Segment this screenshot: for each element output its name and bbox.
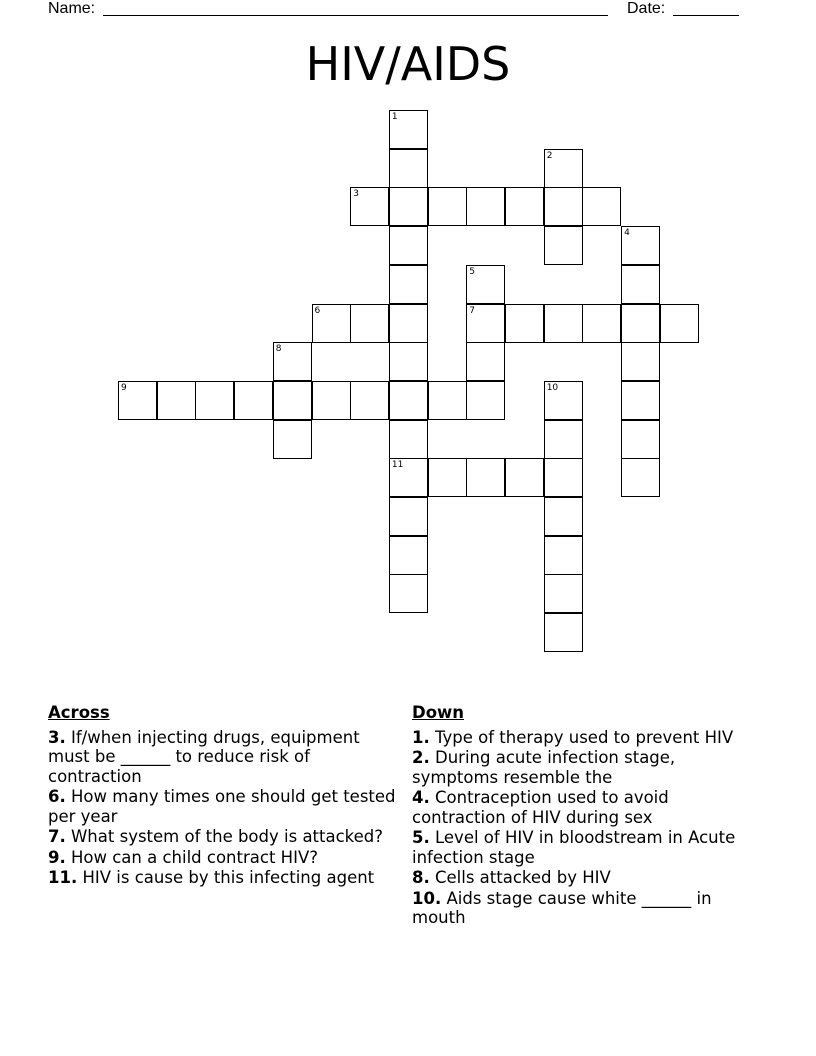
grid-cell[interactable] <box>195 381 234 420</box>
grid-cell[interactable] <box>621 226 660 265</box>
clue-text: How many times one should get tested per year <box>48 787 396 826</box>
grid-cell[interactable] <box>582 304 621 343</box>
clue-across <box>48 728 403 787</box>
clue-down <box>412 728 752 748</box>
clue-across <box>48 787 403 826</box>
grid-cell[interactable] <box>389 381 428 420</box>
grid-cell[interactable] <box>621 342 660 381</box>
clue-down <box>412 788 752 827</box>
grid-cell[interactable] <box>350 304 389 343</box>
clue-number: 5. <box>412 828 430 847</box>
clue-text: Type of therapy used to prevent HIV <box>429 727 734 747</box>
clue-text: Level of HIV in bloodstream in Acute infection stage <box>412 828 736 867</box>
grid-cell[interactable] <box>273 342 312 381</box>
grid-cell[interactable] <box>428 187 467 226</box>
date-line[interactable] <box>673 15 739 16</box>
grid-cell[interactable] <box>466 458 505 497</box>
grid-cell[interactable] <box>582 187 621 226</box>
grid-cell[interactable] <box>389 304 428 343</box>
grid-cell[interactable] <box>312 304 351 343</box>
grid-cell[interactable] <box>544 381 583 420</box>
grid-cell[interactable] <box>544 458 583 497</box>
grid-cell[interactable] <box>118 381 157 420</box>
grid-cell[interactable] <box>544 613 583 652</box>
cell-number: 11 <box>391 460 404 471</box>
cell-number: 4 <box>624 228 630 239</box>
grid-cell[interactable] <box>428 381 467 420</box>
clue-number: 8. <box>412 868 430 887</box>
across-heading: Across <box>48 703 110 722</box>
down-heading: Down <box>412 703 465 722</box>
clue-number: 10. <box>412 888 442 908</box>
cell-number: 8 <box>275 344 282 355</box>
grid-cell[interactable] <box>544 149 583 188</box>
clue-text: Aids stage cause white ______ in mouth <box>412 888 712 927</box>
grid-cell[interactable] <box>466 265 505 304</box>
grid-cell[interactable] <box>389 458 428 497</box>
cell-number: 3 <box>353 189 359 200</box>
grid-cell[interactable] <box>621 265 660 304</box>
grid-cell[interactable] <box>544 536 583 575</box>
grid-cell[interactable] <box>389 187 428 226</box>
page-title: HIV/AIDS <box>305 37 511 91</box>
grid-cell[interactable] <box>544 497 583 536</box>
grid-cell[interactable] <box>466 342 505 381</box>
clue-down <box>412 868 752 888</box>
clue-number: 2. <box>412 748 430 767</box>
name-line[interactable] <box>103 15 608 16</box>
cell-number: 6 <box>314 305 321 316</box>
grid-cell[interactable] <box>273 420 312 459</box>
grid-cell[interactable] <box>389 149 428 188</box>
grid-cell[interactable] <box>389 574 428 613</box>
grid-cell[interactable] <box>350 187 389 226</box>
grid-cell[interactable] <box>544 420 583 459</box>
cell-number: 9 <box>121 382 127 393</box>
clue-number: 9. <box>48 847 66 867</box>
grid-cell[interactable] <box>505 187 544 226</box>
cell-number: 10 <box>546 382 559 393</box>
cell-number: 1 <box>391 112 398 122</box>
clue-number: 1. <box>412 727 430 747</box>
name-label: Name: <box>48 0 96 17</box>
clue-across <box>48 827 403 847</box>
date-label: Date: <box>627 0 666 17</box>
grid-cell[interactable] <box>544 226 583 265</box>
grid-cell[interactable] <box>389 265 428 304</box>
cell-number: 5 <box>469 266 476 277</box>
clue-number: 3. <box>48 727 66 747</box>
cell-number: 2 <box>546 150 553 161</box>
clue-text: How can a child contract HIV? <box>65 847 318 867</box>
grid-cell[interactable] <box>621 381 660 420</box>
grid-cell[interactable] <box>350 381 389 420</box>
clue-number: 4. <box>412 788 430 807</box>
clue-across <box>48 868 403 888</box>
clue-down <box>412 748 752 787</box>
grid-cell[interactable] <box>389 226 428 265</box>
grid-cell[interactable] <box>234 381 273 420</box>
grid-cell[interactable] <box>312 381 351 420</box>
grid-cell[interactable] <box>157 381 196 420</box>
grid-cell[interactable] <box>389 497 428 536</box>
grid-cell[interactable] <box>273 381 312 420</box>
clue-text: Contraception used to avoid contraction of HIV during sex <box>412 788 669 827</box>
grid-cell[interactable] <box>544 574 583 613</box>
grid-cell[interactable] <box>428 458 467 497</box>
grid-cell[interactable] <box>466 187 505 226</box>
clue-across <box>48 848 403 868</box>
clue-text: During acute infection stage, symptoms resemble the <box>412 748 676 787</box>
clue-text: Cells attacked by HIV <box>429 868 611 887</box>
clue-text: If/when injecting drugs, equipment must be ______ to reduce risk of contraction <box>48 727 360 786</box>
clue-number: 11. <box>48 868 78 887</box>
down-clues <box>412 703 752 929</box>
grid-cell[interactable] <box>621 458 660 497</box>
grid-cell[interactable] <box>621 420 660 459</box>
grid-cell[interactable] <box>544 187 583 226</box>
grid-cell[interactable] <box>389 420 428 459</box>
clue-text: What system of the body is attacked? <box>65 827 384 846</box>
grid-cell[interactable] <box>505 458 544 497</box>
header-row <box>0 0 816 20</box>
grid-cell[interactable] <box>505 304 544 343</box>
grid-cell[interactable] <box>389 342 428 381</box>
grid-cell[interactable] <box>466 381 505 420</box>
clue-text: HIV is cause by this infecting agent <box>77 868 375 887</box>
grid-cell[interactable] <box>389 536 428 575</box>
clue-down <box>412 889 752 928</box>
cell-number: 7 <box>469 305 476 316</box>
grid-cell[interactable] <box>466 304 505 343</box>
grid-cell[interactable] <box>544 304 583 343</box>
clue-number: 7. <box>48 827 66 846</box>
grid-cell[interactable] <box>389 110 428 149</box>
clue-down <box>412 828 752 867</box>
clue-number: 6. <box>48 787 66 806</box>
grid-cell[interactable] <box>621 304 660 343</box>
across-clues <box>48 703 403 889</box>
grid-cell[interactable] <box>660 304 699 343</box>
